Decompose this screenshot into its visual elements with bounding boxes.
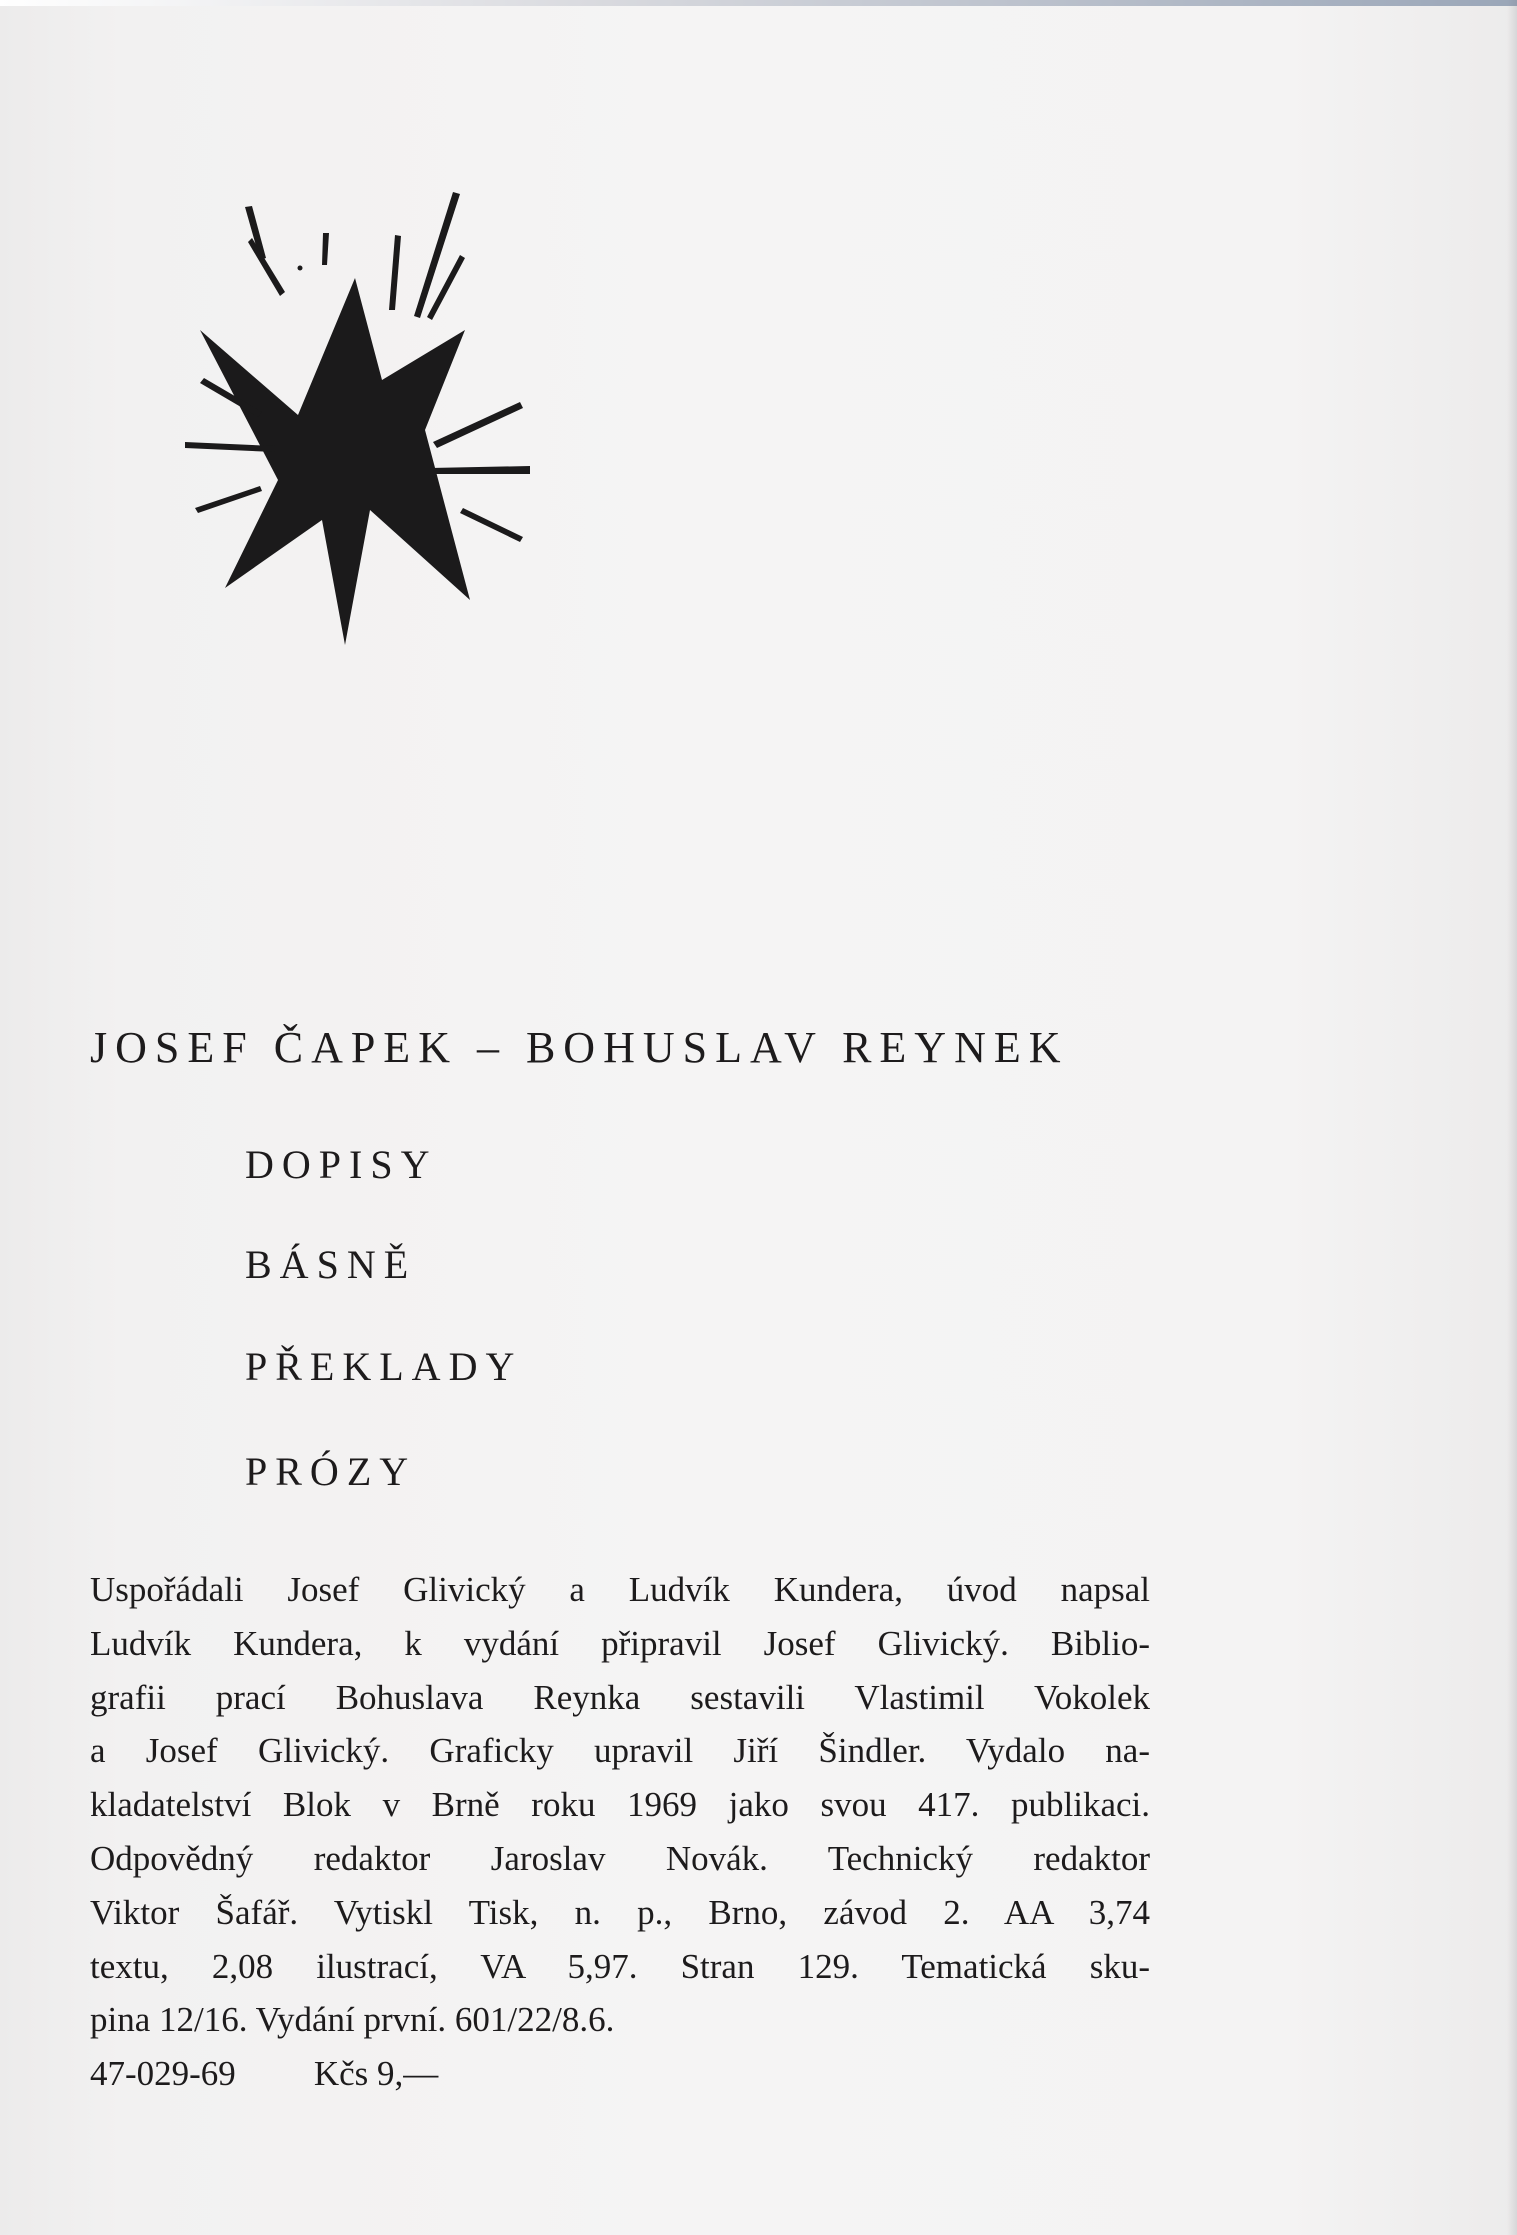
- colophon-text: [90, 1563, 1150, 2101]
- colophon-line: pina 12/16. Vydání první. 601/22/8.6.: [90, 2000, 615, 2040]
- colophon-line: kladatelství Blok v Brně roku 1969 jako svou 417. publikaci.: [90, 1785, 1150, 1825]
- section-basne: BÁSNĚ: [245, 1242, 417, 1287]
- radiating-star-icon: [170, 180, 550, 660]
- colophon-line: Odpovědný redaktor Jaroslav Novák. Technický redaktor: [90, 1838, 1150, 1878]
- colophon-line: Ludvík Kundera, k vydání připravil Josef Glivický. Biblio-: [90, 1623, 1150, 1663]
- section-preklady: PŘEKLADY: [245, 1344, 523, 1389]
- catalog-price-line: [90, 2047, 1150, 2101]
- price: Kčs 9,—: [313, 2054, 439, 2094]
- colophon-line: a Josef Glivický. Graficky upravil Jiří Šindler. Vydalo na-: [90, 1731, 1150, 1771]
- page-top-edge: [0, 0, 1517, 6]
- colophon-line: grafii prací Bohuslava Reynka sestavili Vlastimil Vokolek: [90, 1677, 1150, 1717]
- colophon-line: Viktor Šafář. Vytiskl Tisk, n. p., Brno, závod 2. AA 3,74: [90, 1892, 1150, 1932]
- colophon-line: textu, 2,08 ilustrací, VA 5,97. Stran 129. Tematická sku-: [90, 1946, 1150, 1986]
- catalog-number: 47-029-69: [90, 2054, 236, 2094]
- page-right-edge-shadow: [1507, 0, 1517, 2235]
- authors-title: JOSEF ČAPEK – BOHUSLAV REYNEK: [90, 1023, 1069, 1072]
- section-prozy: PRÓZY: [245, 1449, 417, 1494]
- colophon-line: Uspořádali Josef Glivický a Ludvík Kundera, úvod napsal: [90, 1570, 1150, 1609]
- section-dopisy: DOPISY: [245, 1142, 438, 1187]
